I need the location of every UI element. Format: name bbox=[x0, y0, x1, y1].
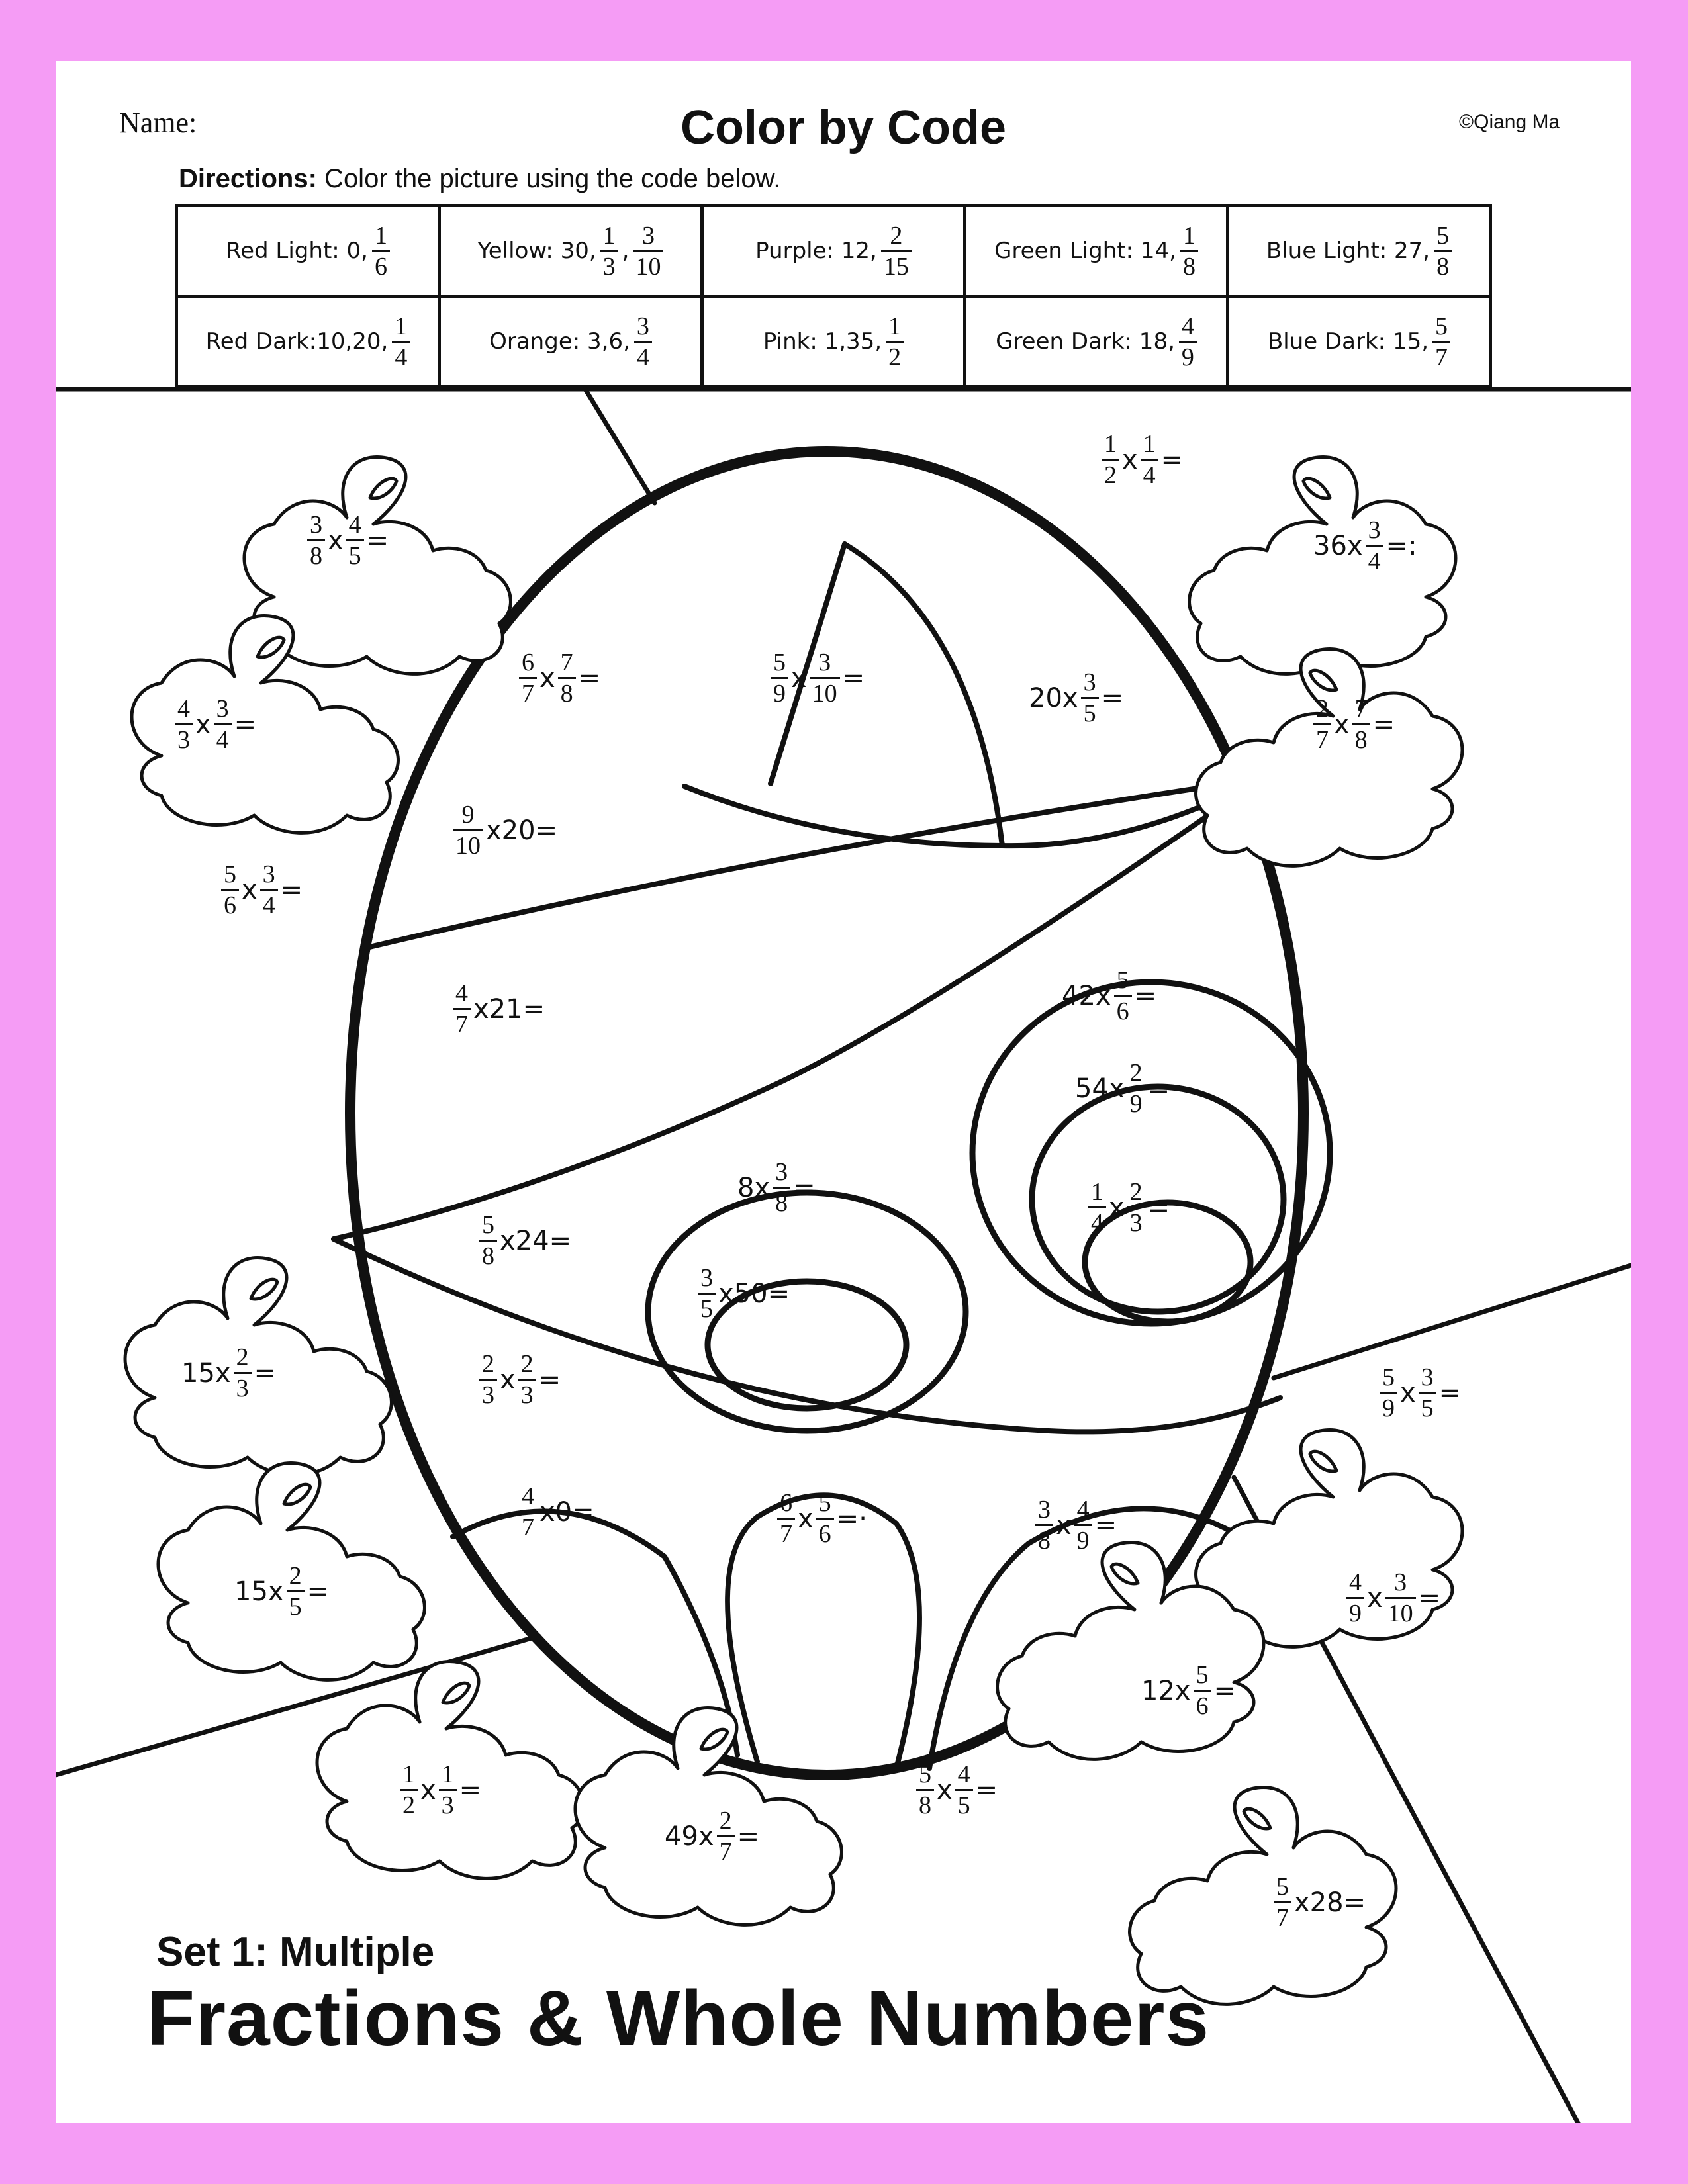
easter-egg-picture bbox=[56, 61, 1631, 2123]
problem-fraction bbox=[518, 1351, 536, 1408]
code-label: Purple: 12, bbox=[755, 238, 877, 264]
fraction-numerator: 4 bbox=[455, 979, 468, 1007]
problem-text: 8x bbox=[737, 1172, 771, 1203]
problem-text: x0= bbox=[539, 1496, 594, 1527]
fraction-denominator: 7 bbox=[522, 1514, 534, 1541]
problem-fraction bbox=[810, 650, 840, 706]
fraction-denominator: 6 bbox=[818, 1520, 831, 1548]
problem-text: 49x bbox=[665, 1821, 714, 1852]
math-problem bbox=[1088, 1179, 1170, 1236]
problem-text: = bbox=[306, 1576, 330, 1607]
problem-text: x bbox=[500, 1364, 516, 1395]
problem-text: x20= bbox=[486, 815, 558, 846]
fraction-denominator: 8 bbox=[775, 1189, 788, 1217]
problem-fraction bbox=[519, 650, 537, 706]
fraction-numerator: 3 bbox=[775, 1158, 788, 1186]
fraction-denominator: 3 bbox=[441, 1792, 454, 1819]
fraction-denominator: 5 bbox=[289, 1593, 302, 1621]
fraction-denominator: 7 bbox=[1435, 343, 1448, 371]
fraction-denominator: 7 bbox=[455, 1011, 468, 1038]
problem-fraction bbox=[346, 512, 364, 569]
fraction-numerator: 3 bbox=[310, 511, 322, 539]
math-problem bbox=[181, 1345, 276, 1401]
fraction-denominator: 10 bbox=[1387, 1600, 1413, 1627]
code-label: Blue Dark: 15, bbox=[1267, 328, 1429, 355]
math-problem bbox=[665, 1808, 759, 1864]
math-problem bbox=[1274, 1874, 1366, 1931]
code-label: Red Light: 0, bbox=[226, 238, 368, 264]
fraction-numerator: 4 bbox=[957, 1760, 970, 1788]
fraction-numerator: 5 bbox=[482, 1211, 494, 1239]
problem-fraction bbox=[698, 1265, 716, 1322]
problem-text: 20x bbox=[1029, 682, 1078, 713]
fraction-denominator: 5 bbox=[957, 1792, 970, 1819]
problem-text: = bbox=[538, 1364, 561, 1395]
fraction-denominator: 7 bbox=[1276, 1904, 1289, 1932]
math-problem bbox=[519, 650, 600, 706]
directions-label: Directions: bbox=[179, 164, 317, 193]
code-label: Green Light: 14, bbox=[994, 238, 1176, 264]
problem-text: 54x bbox=[1075, 1073, 1125, 1104]
problem-fraction bbox=[1035, 1497, 1053, 1553]
fraction-numerator: 5 bbox=[773, 649, 786, 676]
fraction-numerator: 3 bbox=[700, 1264, 713, 1292]
fraction-numerator: 5 bbox=[919, 1760, 931, 1788]
fraction-numerator: 5 bbox=[1276, 1873, 1289, 1901]
problem-text: x bbox=[791, 662, 807, 694]
problem-fraction bbox=[1127, 1179, 1145, 1236]
problem-fraction bbox=[1274, 1874, 1291, 1931]
copyright-credit: ©Qiang Ma bbox=[1459, 111, 1560, 133]
problem-fraction bbox=[400, 1762, 418, 1818]
problem-fraction bbox=[260, 862, 278, 918]
fraction-numerator: 6 bbox=[522, 649, 534, 676]
problem-text: x bbox=[242, 874, 258, 905]
fraction-numerator: 4 bbox=[1349, 1569, 1362, 1596]
fraction-denominator: 9 bbox=[1076, 1527, 1090, 1555]
math-problem bbox=[307, 512, 389, 569]
fraction-denominator: 5 bbox=[1083, 700, 1096, 727]
region-line bbox=[1274, 1265, 1631, 1378]
problem-fraction bbox=[439, 1762, 457, 1818]
fraction-numerator: 1 bbox=[888, 312, 902, 340]
fraction-numerator: 2 bbox=[236, 1343, 249, 1371]
problem-fraction bbox=[1081, 670, 1099, 726]
problem-text: 15x bbox=[181, 1357, 231, 1388]
fraction-numerator: 2 bbox=[1316, 695, 1329, 723]
fraction-denominator: 6 bbox=[224, 891, 236, 919]
math-problem bbox=[1313, 696, 1395, 752]
fraction-numerator: 1 bbox=[402, 1760, 415, 1788]
fraction-denominator: 3 bbox=[602, 252, 616, 281]
fraction-denominator: 2 bbox=[402, 1792, 415, 1819]
problem-text: = bbox=[1147, 1073, 1170, 1104]
math-problem bbox=[1062, 968, 1156, 1024]
problem-fraction bbox=[1385, 1570, 1416, 1626]
region-line bbox=[585, 389, 655, 503]
problem-fraction bbox=[287, 1563, 305, 1619]
problem-text: x bbox=[328, 525, 344, 556]
fraction-denominator: 2 bbox=[888, 343, 902, 371]
egg-cap-line bbox=[842, 544, 1002, 846]
math-problem bbox=[234, 1563, 329, 1619]
fraction-numerator: 7 bbox=[1354, 695, 1368, 723]
fraction-denominator: 15 bbox=[883, 252, 909, 281]
problem-fraction bbox=[1102, 432, 1119, 488]
problem-text: x24= bbox=[500, 1225, 572, 1256]
fraction-denominator: 5 bbox=[700, 1295, 713, 1323]
problem-text: 15x bbox=[234, 1576, 284, 1607]
fraction-denominator: 5 bbox=[348, 542, 361, 570]
math-problem bbox=[453, 802, 557, 858]
fraction-numerator: 4 bbox=[522, 1482, 534, 1510]
fraction-numerator: 1 bbox=[395, 312, 408, 340]
fraction-numerator: 2 bbox=[1129, 1059, 1143, 1087]
fraction-numerator: 3 bbox=[1368, 516, 1381, 544]
problem-text: x21= bbox=[473, 993, 545, 1024]
math-problem bbox=[519, 1484, 594, 1540]
fraction-numerator: 2 bbox=[289, 1562, 302, 1590]
fraction-denominator: 7 bbox=[780, 1520, 792, 1548]
comma: , bbox=[622, 238, 630, 264]
problem-fraction bbox=[175, 696, 193, 752]
fraction-denominator: 5 bbox=[1421, 1394, 1434, 1422]
fraction-numerator: 2 bbox=[890, 221, 903, 250]
problem-fraction bbox=[558, 650, 576, 706]
directions-text: Color the picture using the code below. bbox=[316, 164, 781, 193]
math-problem bbox=[221, 862, 303, 918]
circle-large-left bbox=[648, 1193, 966, 1431]
fraction-denominator: 8 bbox=[310, 542, 322, 570]
fraction-denominator: 10 bbox=[812, 680, 837, 707]
fraction-denominator: 7 bbox=[522, 680, 534, 707]
problem-fraction bbox=[1419, 1365, 1436, 1421]
problem-text: x bbox=[539, 662, 555, 694]
problem-fraction bbox=[777, 1490, 795, 1547]
problem-text: x bbox=[195, 709, 211, 740]
problem-text: x bbox=[1056, 1510, 1072, 1541]
problem-text: 12x bbox=[1141, 1675, 1191, 1706]
problem-fraction bbox=[1194, 1662, 1211, 1719]
problem-fraction bbox=[519, 1484, 537, 1540]
code-label: Yellow: 30, bbox=[477, 238, 596, 264]
fraction-denominator: 2 bbox=[1104, 461, 1117, 489]
fraction-denominator: 8 bbox=[919, 1792, 931, 1819]
math-problem bbox=[453, 981, 545, 1037]
fraction-numerator: 6 bbox=[780, 1489, 792, 1517]
problem-text: x bbox=[1400, 1377, 1416, 1408]
problem-fraction bbox=[916, 1762, 934, 1818]
fraction-denominator: 3 bbox=[1129, 1209, 1143, 1237]
fraction-numerator: 5 bbox=[1382, 1363, 1395, 1391]
problem-text: = bbox=[254, 1357, 277, 1388]
name-label: Name: bbox=[119, 107, 197, 139]
fraction-denominator: 9 bbox=[773, 680, 786, 707]
fraction-denominator: 10 bbox=[455, 832, 481, 860]
worksheet-title: Fractions & Whole Numbers bbox=[147, 1975, 1210, 2062]
problem-text: x50= bbox=[718, 1278, 790, 1309]
math-problem bbox=[771, 650, 865, 706]
fraction-numerator: 1 bbox=[1104, 430, 1117, 458]
problem-fraction bbox=[214, 696, 232, 752]
fraction-denominator: 8 bbox=[560, 680, 573, 707]
math-problem bbox=[698, 1265, 790, 1322]
fraction-numerator: 9 bbox=[461, 801, 475, 829]
code-label: Pink: 1,35, bbox=[763, 328, 882, 355]
fraction-numerator: 3 bbox=[636, 312, 649, 340]
fraction-denominator: 8 bbox=[1038, 1527, 1051, 1555]
problem-fraction bbox=[479, 1351, 497, 1408]
problem-text: = bbox=[234, 709, 257, 740]
fraction-denominator: 6 bbox=[1196, 1692, 1209, 1720]
fraction-numerator: 5 bbox=[1196, 1661, 1209, 1689]
problem-fraction bbox=[1352, 696, 1370, 752]
egg-band-line bbox=[684, 786, 1002, 846]
problem-fraction bbox=[1313, 696, 1331, 752]
fraction-numerator: 2 bbox=[719, 1807, 732, 1835]
problem-text: = bbox=[737, 1821, 760, 1852]
fraction-numerator: 4 bbox=[1181, 312, 1194, 340]
math-problem bbox=[175, 696, 256, 752]
problem-fraction bbox=[234, 1345, 252, 1401]
fraction-denominator: 4 bbox=[1143, 461, 1156, 489]
problem-text: = bbox=[1372, 709, 1395, 740]
problem-text: x bbox=[1367, 1582, 1383, 1614]
fraction-denominator: 7 bbox=[1316, 726, 1329, 754]
fraction-numerator: 3 bbox=[641, 221, 655, 250]
fraction-numerator: 4 bbox=[177, 695, 190, 723]
problem-fraction bbox=[1141, 432, 1158, 488]
problem-fraction bbox=[1346, 1570, 1364, 1626]
problem-text: x bbox=[420, 1774, 436, 1805]
worksheet-page bbox=[56, 61, 1631, 2123]
problem-fraction bbox=[816, 1490, 834, 1547]
fraction-denominator: 9 bbox=[1382, 1394, 1395, 1422]
problem-text: = bbox=[1094, 1510, 1117, 1541]
problem-text: x bbox=[1109, 1192, 1125, 1223]
math-problem bbox=[1035, 1497, 1117, 1553]
problem-fraction bbox=[479, 1212, 497, 1269]
fraction-numerator: 5 bbox=[1436, 221, 1450, 250]
fraction-numerator: 3 bbox=[818, 649, 831, 676]
problem-text: = bbox=[793, 1172, 816, 1203]
fraction-denominator: 8 bbox=[1436, 252, 1450, 281]
math-problem bbox=[1346, 1570, 1440, 1626]
problem-text: = bbox=[280, 874, 303, 905]
fraction-numerator: 5 bbox=[818, 1489, 831, 1517]
problem-fraction bbox=[1380, 1365, 1397, 1421]
fraction-numerator: 3 bbox=[1421, 1363, 1434, 1391]
problem-fraction bbox=[1114, 968, 1132, 1024]
fraction-numerator: 1 bbox=[602, 221, 616, 250]
math-problem bbox=[916, 1762, 998, 1818]
fraction-numerator: 5 bbox=[224, 860, 236, 888]
fraction-denominator: 9 bbox=[1181, 343, 1194, 371]
math-problem bbox=[479, 1351, 561, 1408]
fraction-denominator: 6 bbox=[374, 252, 387, 281]
problem-text: = bbox=[1418, 1582, 1441, 1614]
fraction-numerator: 3 bbox=[1083, 668, 1096, 696]
fraction-numerator: 5 bbox=[1116, 966, 1129, 994]
fraction-denominator: 3 bbox=[482, 1381, 494, 1409]
fraction-denominator: 3 bbox=[177, 726, 190, 754]
problem-fraction bbox=[1074, 1497, 1092, 1553]
problem-text: x bbox=[1122, 444, 1138, 475]
problem-text: = bbox=[1101, 682, 1124, 713]
bunny-icon bbox=[1196, 649, 1462, 866]
page-title: Color by Code bbox=[680, 101, 1006, 154]
math-problem bbox=[1075, 1060, 1170, 1116]
problem-fraction bbox=[773, 1160, 790, 1216]
problem-text: = bbox=[1438, 1377, 1462, 1408]
fraction-numerator: 3 bbox=[216, 695, 229, 723]
fraction-numerator: 4 bbox=[1076, 1496, 1090, 1524]
problem-fraction bbox=[717, 1808, 735, 1864]
fraction-numerator: 1 bbox=[1182, 221, 1196, 250]
problem-text: 36x bbox=[1313, 530, 1363, 561]
fraction-denominator: 4 bbox=[395, 343, 408, 371]
fraction-numerator: 1 bbox=[374, 221, 387, 250]
math-problem bbox=[1141, 1662, 1236, 1719]
math-problem bbox=[1380, 1365, 1461, 1421]
set-label: Set 1: Multiple bbox=[156, 1929, 435, 1975]
bunny-body bbox=[1196, 649, 1462, 866]
problem-fraction bbox=[955, 1762, 973, 1818]
fraction-denominator: 3 bbox=[520, 1381, 534, 1409]
math-problem bbox=[777, 1490, 867, 1547]
problem-text: = bbox=[975, 1774, 998, 1805]
problem-text: = bbox=[842, 662, 865, 694]
fraction-numerator: 1 bbox=[1091, 1178, 1103, 1206]
code-label: Blue Light: 27, bbox=[1266, 238, 1430, 264]
problem-text: x28= bbox=[1294, 1887, 1366, 1918]
fraction-denominator: 9 bbox=[1349, 1600, 1362, 1627]
math-problem bbox=[1029, 670, 1123, 726]
fraction-numerator: 3 bbox=[1394, 1569, 1407, 1596]
problem-text: x bbox=[798, 1503, 814, 1534]
fraction-numerator: 4 bbox=[348, 511, 361, 539]
problem-text: = bbox=[366, 525, 389, 556]
math-problem bbox=[737, 1160, 816, 1216]
egg-band-line bbox=[334, 1239, 1280, 1432]
fraction-numerator: 7 bbox=[560, 649, 573, 676]
problem-text: x bbox=[937, 1774, 953, 1805]
problem-text: = bbox=[1147, 1192, 1170, 1223]
code-label: Orange: 3,6, bbox=[489, 328, 630, 355]
math-problem bbox=[400, 1762, 481, 1818]
problem-fraction bbox=[1088, 1179, 1106, 1236]
fraction-numerator: 2 bbox=[1129, 1178, 1143, 1206]
problem-fraction bbox=[771, 650, 788, 706]
fraction-denominator: 4 bbox=[1091, 1209, 1103, 1237]
fraction-numerator: 1 bbox=[441, 1760, 454, 1788]
fraction-denominator: 3 bbox=[236, 1375, 249, 1402]
code-label: Red Dark:10,20, bbox=[205, 328, 389, 355]
problem-text: x bbox=[1334, 709, 1350, 740]
fraction-denominator: 9 bbox=[1129, 1090, 1143, 1118]
math-problem bbox=[1102, 432, 1183, 488]
problem-fraction bbox=[453, 981, 471, 1037]
problem-text: 42x bbox=[1062, 980, 1111, 1011]
problem-fraction bbox=[1127, 1060, 1145, 1116]
fraction-denominator: 6 bbox=[1116, 997, 1129, 1025]
problem-text: = bbox=[1213, 1675, 1237, 1706]
problem-fraction bbox=[307, 512, 325, 569]
fraction-denominator: 4 bbox=[216, 726, 229, 754]
fraction-denominator: 8 bbox=[1354, 726, 1368, 754]
fraction-denominator: 7 bbox=[719, 1838, 732, 1866]
math-problem bbox=[479, 1212, 571, 1269]
problem-text: = bbox=[1134, 980, 1157, 1011]
fraction-numerator: 2 bbox=[520, 1350, 534, 1378]
circle-large-right bbox=[972, 982, 1330, 1324]
fraction-denominator: 4 bbox=[1368, 547, 1381, 575]
problem-fraction bbox=[221, 862, 239, 918]
fraction-numerator: 2 bbox=[482, 1350, 494, 1378]
problem-text: = bbox=[459, 1774, 482, 1805]
fraction-denominator: 8 bbox=[1182, 252, 1196, 281]
problem-text: = bbox=[1160, 444, 1184, 475]
problem-fraction bbox=[1366, 518, 1383, 574]
fraction-denominator: 8 bbox=[482, 1242, 494, 1270]
math-problem bbox=[1313, 518, 1417, 574]
fraction-numerator: 1 bbox=[1143, 430, 1156, 458]
problem-text: =: bbox=[1385, 530, 1417, 561]
problem-text: = bbox=[578, 662, 601, 694]
fraction-numerator: 3 bbox=[262, 860, 275, 888]
fraction-numerator: 5 bbox=[1435, 312, 1448, 340]
problem-fraction bbox=[453, 802, 483, 858]
fraction-numerator: 3 bbox=[1038, 1496, 1051, 1524]
problem-text: =· bbox=[836, 1503, 867, 1534]
fraction-denominator: 4 bbox=[262, 891, 275, 919]
fraction-denominator: 4 bbox=[636, 343, 649, 371]
fraction-denominator: 10 bbox=[635, 252, 661, 281]
code-label: Green Dark: 18, bbox=[996, 328, 1175, 355]
